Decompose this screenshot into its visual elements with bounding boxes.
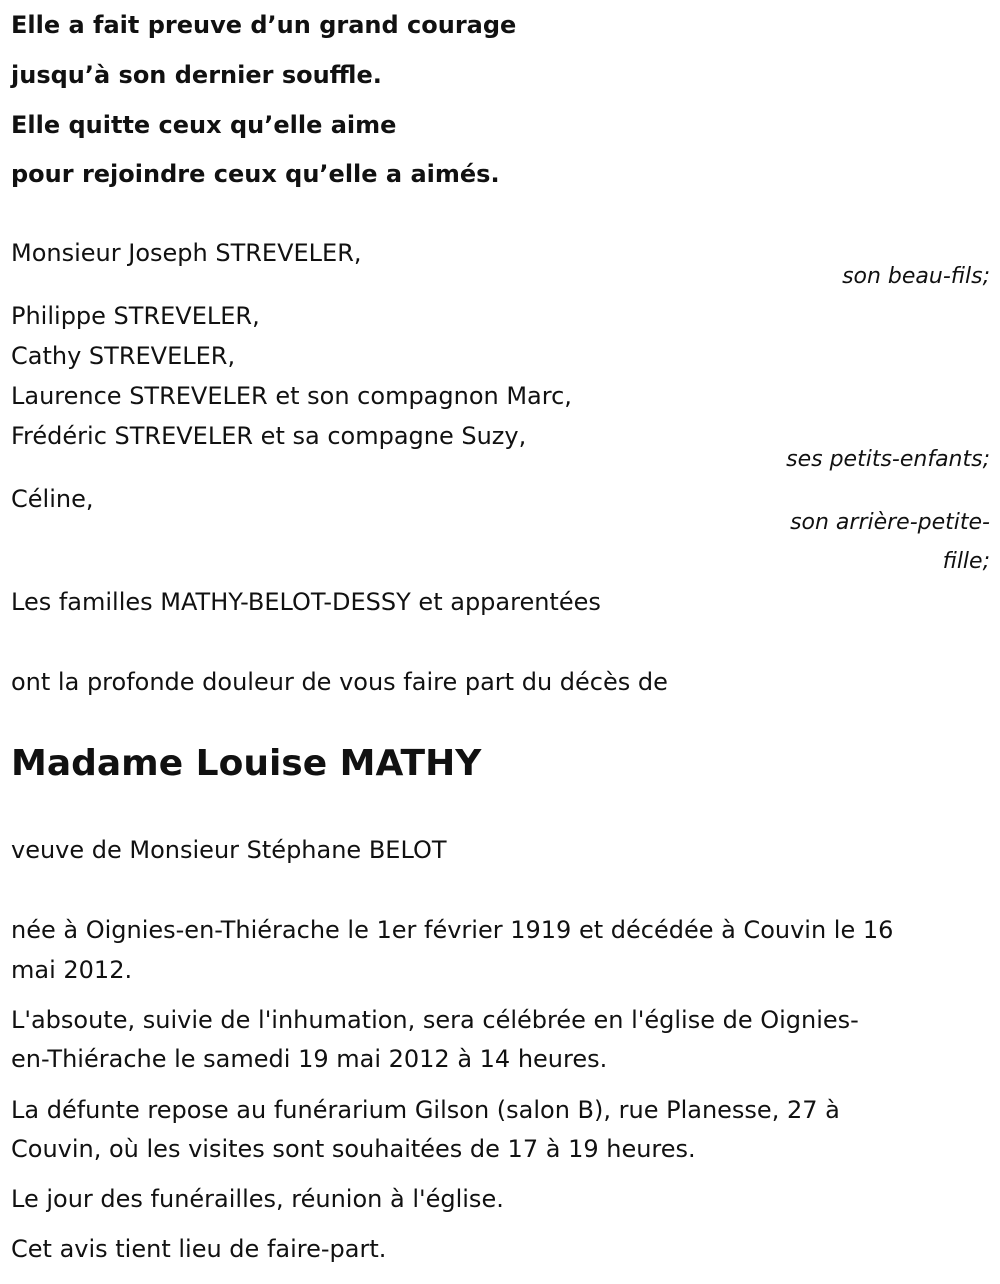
great-granddaughter-role-line-1: son arrière-petite- xyxy=(790,510,990,535)
poem-line-1: Elle a fait preuve d’un grand courage xyxy=(11,11,517,39)
poem-line-2: jusqu’à son dernier souffle. xyxy=(11,61,382,89)
poem-line-4: pour rejoindre ceux qu’elle a aimés. xyxy=(11,160,500,188)
birth-death-line-1: née à Oignies-en-Thiérache le 1er février 1919 et décédée à Couvin le 16 xyxy=(11,916,894,944)
poem-line-3: Elle quitte ceux qu’elle aime xyxy=(11,111,397,139)
grandchild-2: Cathy STREVELER, xyxy=(11,342,236,370)
stepson-role: son beau-fils; xyxy=(842,264,990,289)
great-granddaughter-name: Céline, xyxy=(11,485,94,513)
grandchild-1: Philippe STREVELER, xyxy=(11,302,260,330)
great-granddaughter-role-line-2: fille; xyxy=(942,549,990,574)
ceremony-line-1: L'absoute, suivie de l'inhumation, sera célébrée en l'église de Oignies- xyxy=(11,1006,859,1034)
birth-death-line-2: mai 2012. xyxy=(11,956,133,984)
families-line: Les familles MATHY-BELOT-DESSY et apparentées xyxy=(11,588,601,616)
grandchild-4: Frédéric STREVELER et sa compagne Suzy, xyxy=(11,422,527,450)
stepson-name: Monsieur Joseph STREVELER, xyxy=(11,239,362,267)
grandchild-3: Laurence STREVELER et son compagnon Marc, xyxy=(11,382,572,410)
widow-of-line: veuve de Monsieur Stéphane BELOT xyxy=(11,836,447,864)
funeral-home-line-1: La défunte repose au funérarium Gilson (salon B), rue Planesse, 27 à xyxy=(11,1096,840,1124)
meeting-line: Le jour des funérailles, réunion à l'église. xyxy=(11,1185,504,1213)
ceremony-line-2: en-Thiérache le samedi 19 mai 2012 à 14 heures. xyxy=(11,1045,608,1073)
notice-line: Cet avis tient lieu de faire-part. xyxy=(11,1235,387,1263)
deceased-name: Madame Louise MATHY xyxy=(11,743,482,784)
funeral-home-line-2: Couvin, où les visites sont souhaitées de 17 à 19 heures. xyxy=(11,1135,696,1163)
grandchildren-role: ses petits-enfants; xyxy=(786,447,990,472)
announcement-intro: ont la profonde douleur de vous faire part du décès de xyxy=(11,668,668,696)
